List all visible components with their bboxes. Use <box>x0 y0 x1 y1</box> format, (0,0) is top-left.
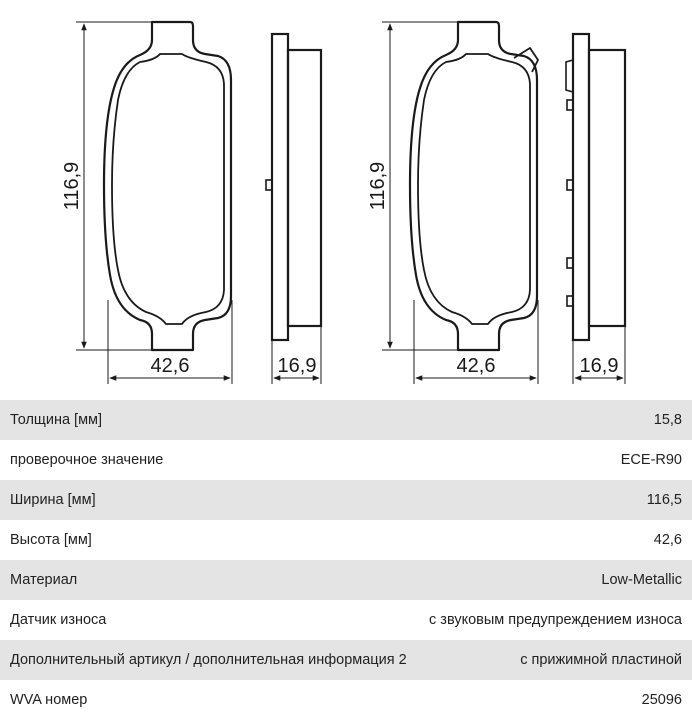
right-height-dimension <box>382 22 458 350</box>
left-height-label: 116,9 <box>61 161 83 211</box>
left-pad-side-view <box>266 34 321 340</box>
spec-value: 116,5 <box>646 492 682 508</box>
spec-label: Ширина [мм] <box>10 492 96 508</box>
left-pad-front-view <box>104 22 231 350</box>
spec-value: 15,8 <box>653 412 682 428</box>
spec-row-additional-info <box>0 640 692 680</box>
left-width-label: 42,6 <box>150 355 190 377</box>
spec-label: Толщина [мм] <box>10 412 103 428</box>
left-thickness-label: 16,9 <box>277 355 317 377</box>
spec-row-width <box>0 480 692 520</box>
spec-value: 25096 <box>641 692 682 708</box>
right-pad-front-view <box>410 22 538 350</box>
spec-row-wva-number <box>0 680 692 720</box>
spec-label: проверочное значение <box>10 452 164 468</box>
spec-value: с звуковым предупреждением износа <box>429 612 682 628</box>
spec-label: Материал <box>10 572 78 588</box>
right-width-label: 42,6 <box>456 355 496 377</box>
spec-label: WVA номер <box>10 692 88 708</box>
spec-row-height <box>0 520 692 560</box>
spec-label: Датчик износа <box>10 612 107 628</box>
spec-row-material <box>0 560 692 600</box>
spec-label: Высота [мм] <box>10 532 92 548</box>
spec-row-wear-sensor <box>0 600 692 640</box>
left-height-dimension <box>76 22 152 350</box>
spec-label: Дополнительный артикул / дополнительная информация 2 <box>10 652 407 668</box>
right-height-label: 116,9 <box>367 161 389 211</box>
spec-value: с прижимной пластиной <box>520 652 682 668</box>
specifications-table <box>0 400 692 720</box>
spec-value: 42,6 <box>653 532 682 548</box>
right-pad-side-view <box>566 34 625 340</box>
spec-row-test-value <box>0 440 692 480</box>
spec-value: ECE-R90 <box>620 452 682 468</box>
spec-row-thickness <box>0 400 692 440</box>
right-thickness-label: 16,9 <box>579 355 619 377</box>
spec-value: Low-Metallic <box>601 572 682 588</box>
